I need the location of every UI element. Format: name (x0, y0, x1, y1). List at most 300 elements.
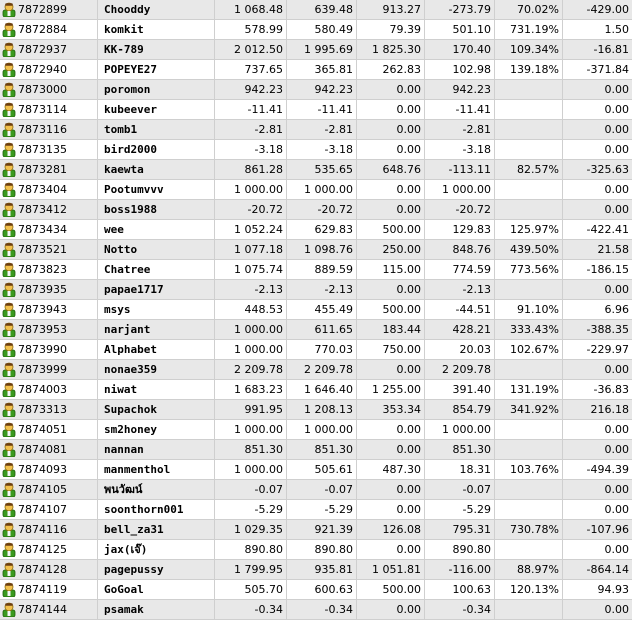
user-icon (2, 322, 16, 337)
balance-cell: -0.07 (215, 480, 287, 499)
balance-cell: 942.23 (215, 80, 287, 99)
free-margin-cell: 428.21 (425, 320, 495, 339)
margin-cell: 500.00 (357, 300, 425, 319)
balance-cell: 851.30 (215, 440, 287, 459)
free-margin-cell: 102.98 (425, 60, 495, 79)
account-id: 7873135 (18, 143, 67, 156)
user-icon (2, 562, 16, 577)
user-icon (2, 2, 16, 17)
balance-cell: 448.53 (215, 300, 287, 319)
equity-cell: 505.61 (287, 460, 357, 479)
free-margin-cell: -0.34 (425, 600, 495, 619)
profit-cell: 0.00 (604, 103, 629, 116)
account-id: 7873000 (18, 83, 67, 96)
margin-cell: 1 255.00 (357, 380, 425, 399)
account-id-cell (0, 460, 98, 479)
table-row[interactable] (0, 40, 632, 60)
profit-cell: -229.97 (586, 343, 629, 356)
table-row[interactable] (0, 420, 632, 440)
table-row[interactable] (0, 440, 632, 460)
account-id: 7874107 (18, 503, 67, 516)
account-id: 7872937 (18, 43, 67, 56)
margin-level-cell (495, 440, 563, 459)
table-row[interactable] (0, 320, 632, 340)
table-row[interactable] (0, 360, 632, 380)
account-id-cell (0, 40, 98, 59)
balance-cell: 578.99 (215, 20, 287, 39)
table-row[interactable] (0, 580, 632, 600)
table-row[interactable] (0, 200, 632, 220)
balance-cell: 2 209.78 (215, 360, 287, 379)
user-icon (2, 82, 16, 97)
table-row[interactable] (0, 560, 632, 580)
user-icon (2, 42, 16, 57)
account-id: 7873434 (18, 223, 67, 236)
balance-cell: -2.81 (215, 120, 287, 139)
margin-cell: 0.00 (357, 540, 425, 559)
account-id: 7873114 (18, 103, 67, 116)
user-icon (2, 202, 16, 217)
profit-cell: 0.00 (604, 443, 629, 456)
account-id: 7873823 (18, 263, 67, 276)
margin-level-cell (495, 600, 563, 619)
account-id: 7873935 (18, 283, 67, 296)
table-row[interactable] (0, 60, 632, 80)
account-name: nonae359 (98, 360, 215, 379)
user-icon (2, 282, 16, 297)
account-id-cell (0, 100, 98, 119)
equity-cell: 1 098.76 (287, 240, 357, 259)
table-row[interactable] (0, 100, 632, 120)
margin-cell: 0.00 (357, 200, 425, 219)
free-margin-cell: 854.79 (425, 400, 495, 419)
margin-cell: 487.30 (357, 460, 425, 479)
user-icon (2, 22, 16, 37)
account-id-cell (0, 0, 98, 19)
account-id-cell (0, 360, 98, 379)
account-name: KK-789 (98, 40, 215, 59)
free-margin-cell: 890.80 (425, 540, 495, 559)
free-margin-cell: 170.40 (425, 40, 495, 59)
margin-cell: 648.76 (357, 160, 425, 179)
margin-level-cell (495, 120, 563, 139)
free-margin-cell: 391.40 (425, 380, 495, 399)
account-id: 7873521 (18, 243, 67, 256)
profit-cell: -186.15 (586, 263, 629, 276)
table-row[interactable] (0, 500, 632, 520)
equity-cell: 580.49 (287, 20, 357, 39)
account-id: 7873281 (18, 163, 67, 176)
account-id-cell (0, 300, 98, 319)
margin-level-cell (495, 100, 563, 119)
account-id-cell (0, 400, 98, 419)
profit-cell: 6.96 (604, 303, 629, 316)
account-name: Chooddy (98, 0, 215, 19)
free-margin-cell: 501.10 (425, 20, 495, 39)
balance-cell: 1 068.48 (215, 0, 287, 19)
margin-cell: 353.34 (357, 400, 425, 419)
free-margin-cell: 129.83 (425, 220, 495, 239)
account-name: msys (98, 300, 215, 319)
account-name: sm2honey (98, 420, 215, 439)
account-name: bell_za31 (98, 520, 215, 539)
user-icon (2, 222, 16, 237)
free-margin-cell: 100.63 (425, 580, 495, 599)
free-margin-cell: 774.59 (425, 260, 495, 279)
margin-cell: 0.00 (357, 500, 425, 519)
margin-level-cell: 131.19% (495, 380, 563, 399)
margin-cell: 262.83 (357, 60, 425, 79)
account-name: bird2000 (98, 140, 215, 159)
balance-cell: 737.65 (215, 60, 287, 79)
account-id-cell (0, 200, 98, 219)
margin-level-cell (495, 420, 563, 439)
free-margin-cell: 1 000.00 (425, 180, 495, 199)
equity-cell: 1 000.00 (287, 180, 357, 199)
balance-cell: 1 000.00 (215, 420, 287, 439)
account-name: GoGoal (98, 580, 215, 599)
profit-cell: 0.00 (604, 123, 629, 136)
balance-cell: -3.18 (215, 140, 287, 159)
user-icon (2, 262, 16, 277)
margin-level-cell: 439.50% (495, 240, 563, 259)
profit-cell: 0.00 (604, 283, 629, 296)
profit-cell: 0.00 (604, 203, 629, 216)
equity-cell: 770.03 (287, 340, 357, 359)
account-id: 7874105 (18, 483, 67, 496)
profit-cell: 21.58 (597, 243, 629, 256)
margin-cell: 1 825.30 (357, 40, 425, 59)
free-margin-cell: -2.81 (425, 120, 495, 139)
free-margin-cell: 851.30 (425, 440, 495, 459)
balance-cell: 1 000.00 (215, 180, 287, 199)
margin-cell: 115.00 (357, 260, 425, 279)
free-margin-cell: -20.72 (425, 200, 495, 219)
table-row[interactable] (0, 540, 632, 560)
profit-cell: -388.35 (586, 323, 629, 336)
account-id-cell (0, 160, 98, 179)
account-id-cell (0, 580, 98, 599)
profit-cell: 1.50 (604, 23, 629, 36)
account-id: 7873412 (18, 203, 67, 216)
margin-level-cell (495, 500, 563, 519)
balance-cell: 1 029.35 (215, 520, 287, 539)
equity-cell: 1 208.13 (287, 400, 357, 419)
margin-level-cell: 773.56% (495, 260, 563, 279)
profit-cell: -16.81 (593, 43, 629, 56)
user-icon (2, 582, 16, 597)
margin-level-cell (495, 480, 563, 499)
profit-cell: 0.00 (604, 503, 629, 516)
account-id-cell (0, 80, 98, 99)
margin-cell: 250.00 (357, 240, 425, 259)
profit-cell: -864.14 (586, 563, 629, 576)
profit-cell: -422.41 (586, 223, 629, 236)
margin-cell: 500.00 (357, 220, 425, 239)
free-margin-cell: 942.23 (425, 80, 495, 99)
user-icon (2, 342, 16, 357)
account-id: 7874081 (18, 443, 67, 456)
margin-level-cell (495, 540, 563, 559)
profit-cell: -429.00 (586, 3, 629, 16)
profit-cell: 0.00 (604, 543, 629, 556)
balance-cell: 1 077.18 (215, 240, 287, 259)
margin-cell: 0.00 (357, 360, 425, 379)
account-id: 7873990 (18, 343, 67, 356)
table-row[interactable] (0, 240, 632, 260)
table-row[interactable] (0, 80, 632, 100)
account-id: 7874144 (18, 603, 67, 616)
equity-cell: 1 000.00 (287, 420, 357, 439)
account-id: 7873404 (18, 183, 67, 196)
free-margin-cell: -5.29 (425, 500, 495, 519)
free-margin-cell: 1 000.00 (425, 420, 495, 439)
account-id-cell (0, 480, 98, 499)
account-id: 7872899 (18, 3, 67, 16)
equity-cell: -0.34 (287, 600, 357, 619)
free-margin-cell: -113.11 (425, 160, 495, 179)
balance-cell: -20.72 (215, 200, 287, 219)
equity-cell: 600.63 (287, 580, 357, 599)
margin-level-cell: 731.19% (495, 20, 563, 39)
equity-cell: -2.81 (287, 120, 357, 139)
margin-level-cell: 88.97% (495, 560, 563, 579)
account-id: 7873953 (18, 323, 67, 336)
margin-level-cell: 333.43% (495, 320, 563, 339)
account-name: psamak (98, 600, 215, 619)
user-icon (2, 502, 16, 517)
user-icon (2, 362, 16, 377)
equity-cell: 921.39 (287, 520, 357, 539)
equity-cell: -0.07 (287, 480, 357, 499)
account-id-cell (0, 260, 98, 279)
account-id-cell (0, 20, 98, 39)
margin-level-cell: 120.13% (495, 580, 563, 599)
margin-level-cell: 82.57% (495, 160, 563, 179)
table-row[interactable] (0, 180, 632, 200)
equity-cell: 942.23 (287, 80, 357, 99)
balance-cell: -5.29 (215, 500, 287, 519)
account-id: 7874003 (18, 383, 67, 396)
free-margin-cell: 20.03 (425, 340, 495, 359)
table-row[interactable] (0, 20, 632, 40)
balance-cell: 991.95 (215, 400, 287, 419)
account-name: komkit (98, 20, 215, 39)
account-id-cell (0, 320, 98, 339)
table-row[interactable] (0, 480, 632, 500)
balance-cell: -2.13 (215, 280, 287, 299)
balance-cell: -0.34 (215, 600, 287, 619)
equity-cell: 851.30 (287, 440, 357, 459)
account-id-cell (0, 520, 98, 539)
table-row[interactable] (0, 400, 632, 420)
free-margin-cell: -273.79 (425, 0, 495, 19)
margin-cell: 0.00 (357, 440, 425, 459)
equity-cell: 629.83 (287, 220, 357, 239)
margin-cell: 0.00 (357, 280, 425, 299)
equity-cell: -2.13 (287, 280, 357, 299)
equity-cell: 611.65 (287, 320, 357, 339)
user-icon (2, 422, 16, 437)
balance-cell: 1 683.23 (215, 380, 287, 399)
account-id-cell (0, 280, 98, 299)
account-name: POPEYE27 (98, 60, 215, 79)
account-name: tomb1 (98, 120, 215, 139)
margin-cell: 0.00 (357, 80, 425, 99)
account-name: Supachok (98, 400, 215, 419)
equity-cell: 890.80 (287, 540, 357, 559)
margin-cell: 750.00 (357, 340, 425, 359)
account-name: boss1988 (98, 200, 215, 219)
profit-cell: 0.00 (604, 363, 629, 376)
account-name: papae1717 (98, 280, 215, 299)
account-id: 7873943 (18, 303, 67, 316)
profit-cell: 0.00 (604, 83, 629, 96)
balance-cell: 1 000.00 (215, 320, 287, 339)
equity-cell: -11.41 (287, 100, 357, 119)
user-icon (2, 522, 16, 537)
account-id-cell (0, 560, 98, 579)
account-name: pagepussy (98, 560, 215, 579)
profit-cell: -107.96 (586, 523, 629, 536)
margin-level-cell (495, 280, 563, 299)
balance-cell: 1 052.24 (215, 220, 287, 239)
free-margin-cell: -3.18 (425, 140, 495, 159)
user-icon (2, 62, 16, 77)
account-id-cell (0, 240, 98, 259)
table-row[interactable] (0, 520, 632, 540)
account-id-cell (0, 220, 98, 239)
equity-cell: 935.81 (287, 560, 357, 579)
table-row[interactable] (0, 0, 632, 20)
user-icon (2, 442, 16, 457)
account-id-cell (0, 420, 98, 439)
table-row[interactable] (0, 340, 632, 360)
equity-cell: 889.59 (287, 260, 357, 279)
margin-cell: 0.00 (357, 140, 425, 159)
profit-cell: 94.93 (597, 583, 629, 596)
balance-cell: 505.70 (215, 580, 287, 599)
equity-cell: 639.48 (287, 0, 357, 19)
user-icon (2, 602, 16, 617)
account-name: kaewta (98, 160, 215, 179)
free-margin-cell: 18.31 (425, 460, 495, 479)
account-id: 7874116 (18, 523, 67, 536)
equity-cell: 2 209.78 (287, 360, 357, 379)
account-id-cell (0, 440, 98, 459)
profit-cell: 0.00 (604, 143, 629, 156)
user-icon (2, 242, 16, 257)
margin-cell: 0.00 (357, 420, 425, 439)
profit-cell: -371.84 (586, 63, 629, 76)
account-id-cell (0, 500, 98, 519)
table-row[interactable] (0, 120, 632, 140)
account-id-cell (0, 380, 98, 399)
margin-cell: 79.39 (357, 20, 425, 39)
margin-cell: 913.27 (357, 0, 425, 19)
user-icon (2, 122, 16, 137)
account-name: narjant (98, 320, 215, 339)
account-name: Notto (98, 240, 215, 259)
table-row[interactable] (0, 300, 632, 320)
account-id: 7874128 (18, 563, 67, 576)
balance-cell: 1 000.00 (215, 340, 287, 359)
account-id-cell (0, 120, 98, 139)
margin-level-cell: 70.02% (495, 0, 563, 19)
account-id-cell (0, 540, 98, 559)
profit-cell: 0.00 (604, 423, 629, 436)
table-row[interactable] (0, 160, 632, 180)
table-row[interactable] (0, 220, 632, 240)
account-name: manmenthol (98, 460, 215, 479)
balance-cell: 890.80 (215, 540, 287, 559)
margin-level-cell (495, 180, 563, 199)
profit-cell: -325.63 (586, 163, 629, 176)
free-margin-cell: 2 209.78 (425, 360, 495, 379)
equity-cell: -3.18 (287, 140, 357, 159)
free-margin-cell: -44.51 (425, 300, 495, 319)
free-margin-cell: 795.31 (425, 520, 495, 539)
profit-cell: 0.00 (604, 483, 629, 496)
account-name: soonthorn001 (98, 500, 215, 519)
account-id: 7873313 (18, 403, 67, 416)
balance-cell: -11.41 (215, 100, 287, 119)
account-name: poromon (98, 80, 215, 99)
account-name: kubeever (98, 100, 215, 119)
table-row[interactable] (0, 380, 632, 400)
margin-level-cell: 103.76% (495, 460, 563, 479)
account-name: Pootumvvv (98, 180, 215, 199)
margin-cell: 0.00 (357, 600, 425, 619)
margin-level-cell (495, 80, 563, 99)
account-id-cell (0, 140, 98, 159)
user-icon (2, 542, 16, 557)
margin-level-cell: 139.18% (495, 60, 563, 79)
margin-level-cell: 109.34% (495, 40, 563, 59)
table-row[interactable] (0, 280, 632, 300)
equity-cell: -20.72 (287, 200, 357, 219)
account-name: nannan (98, 440, 215, 459)
user-icon (2, 382, 16, 397)
table-row[interactable] (0, 260, 632, 280)
account-id: 7874093 (18, 463, 67, 476)
account-name: พนวัฒน์ (98, 480, 215, 499)
profit-cell: -36.83 (593, 383, 629, 396)
user-icon (2, 482, 16, 497)
account-id: 7872884 (18, 23, 67, 36)
balance-cell: 2 012.50 (215, 40, 287, 59)
user-icon (2, 402, 16, 417)
balance-cell: 1 799.95 (215, 560, 287, 579)
margin-cell: 1 051.81 (357, 560, 425, 579)
account-id: 7874119 (18, 583, 67, 596)
table-row[interactable] (0, 460, 632, 480)
account-name: wee (98, 220, 215, 239)
margin-level-cell: 730.78% (495, 520, 563, 539)
free-margin-cell: -2.13 (425, 280, 495, 299)
account-name: niwat (98, 380, 215, 399)
account-id: 7874125 (18, 543, 67, 556)
margin-level-cell: 341.92% (495, 400, 563, 419)
user-icon (2, 162, 16, 177)
balance-cell: 1 000.00 (215, 460, 287, 479)
margin-level-cell: 125.97% (495, 220, 563, 239)
account-id-cell (0, 600, 98, 619)
table-row[interactable] (0, 140, 632, 160)
table-row[interactable] (0, 600, 632, 620)
profit-cell: 0.00 (604, 183, 629, 196)
account-id: 7873999 (18, 363, 67, 376)
